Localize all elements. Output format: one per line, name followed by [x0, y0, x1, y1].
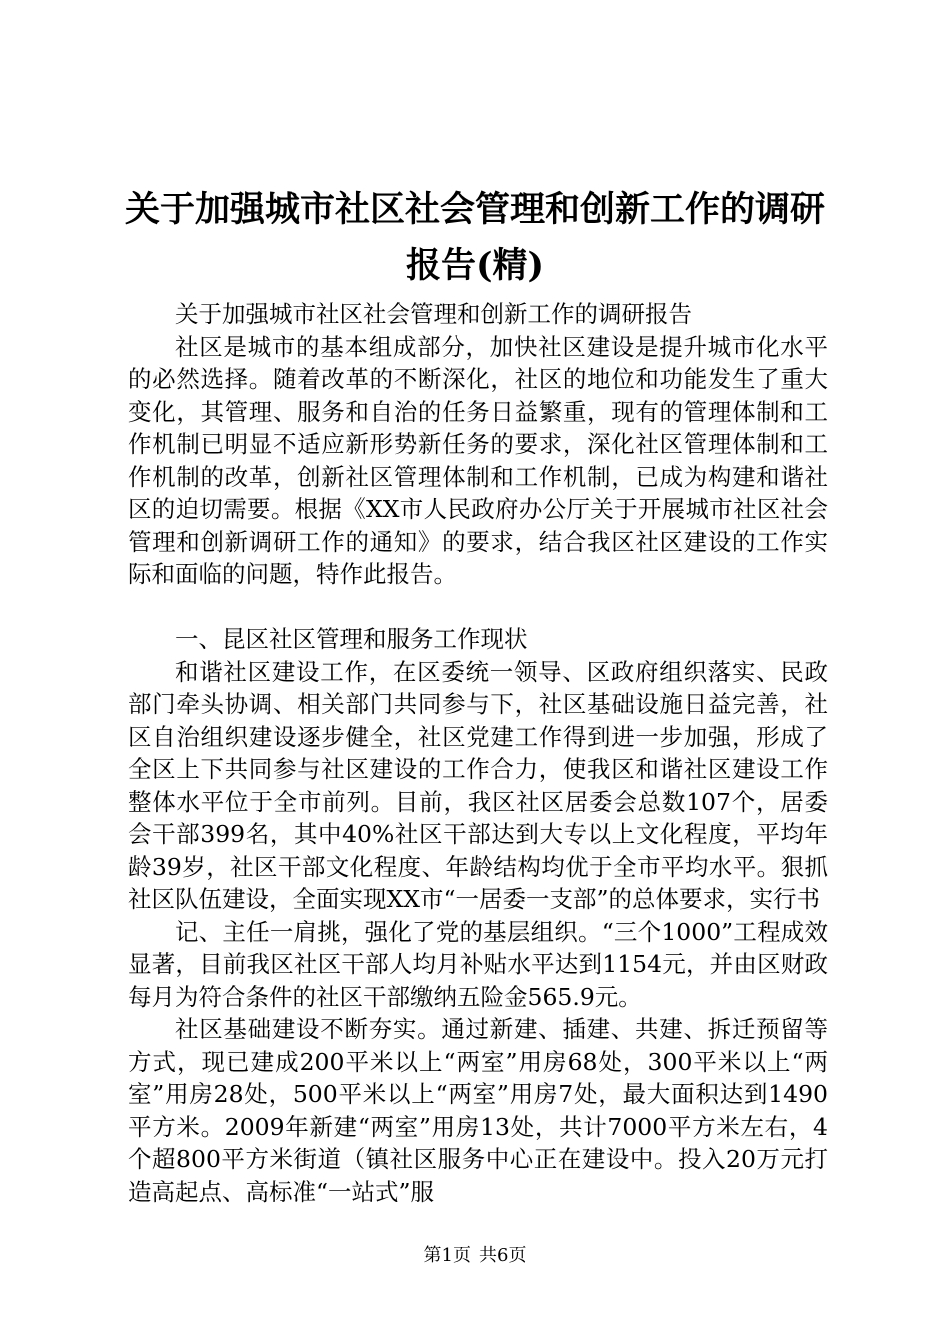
subtitle-paragraph: 关于加强城市社区社会管理和创新工作的调研报告 [175, 300, 692, 328]
page-total: 共6页 [479, 1245, 527, 1266]
document-body [128, 298, 828, 1208]
page-footer [0, 1244, 950, 1268]
paragraph-gap [128, 591, 828, 624]
intro-paragraph: 社区是城市的基本组成部分，加快社区建设是提升城市化水平的必然选择。随着改革的不断深化，社区的地位和功能发生了重大变化，其管理、服务和自治的任务日益繁重，现有的管理体制和工作机制已明显不适应新形势新任务的要求，深化社区管理体制和工作机制的改革，创新社区管理体制和工作机制，已成为构建和谐社区的迫切需要。根据《XX市人民政府办公厅关于开展城市社区社会管理和创新调研工作的通知》的要求，结合我区社区建设的工作实际和面临的问题，特作此报告。 [128, 332, 828, 588]
body-paragraph: 和谐社区建设工作，在区委统一领导、区政府组织落实、民政部门牵头协调、相关部门共同参与下，社区基础设施日益完善，社区自治组织建设逐步健全，社区党建工作得到进一步加强，形成了全区上下共同参与社区建设的工作合力，使我区和谐社区建设工作整体水平位于全市前列。目前，我区社区居委会总数107个，居委会干部399名，其中40%社区干部达到大专以上文化程度，平均年龄39岁，社区干部文化程度、年龄结构均优于全市平均水平。狠抓社区队伍建设，全面实现XX市“一居委一支部”的总体要求，实行书 [128, 657, 828, 913]
section-heading: 一、昆区社区管理和服务工作现状 [175, 625, 528, 653]
document-title-line-2: 报告(精) [405, 245, 545, 286]
body-paragraph: 记、主任一肩挑，强化了党的基层组织。“三个1000”工程成效显著，目前我区社区干部人均月补贴水平达到1154元，并由区财政每月为符合条件的社区干部缴纳五险金565.9元。 [128, 917, 828, 1011]
page-number: 第1页 [423, 1245, 471, 1266]
document-title-line-1: 关于加强城市社区社会管理和创新工作的调研 [124, 189, 825, 230]
body-paragraph: 社区基础建设不断夯实。通过新建、插建、共建、拆迁预留等方式，现已建成200平米以上“两室”用房68处，300平米以上“两室”用房28处，500平米以上“两室”用房7处，最大面积达到1490平方米。2009年新建“两室”用房13处，共计7000平方米左右，4个超800平方米街道（镇社区服务中心正在建设中。投入20万元打造高起点、高标准“一站式”服 [128, 1015, 828, 1206]
